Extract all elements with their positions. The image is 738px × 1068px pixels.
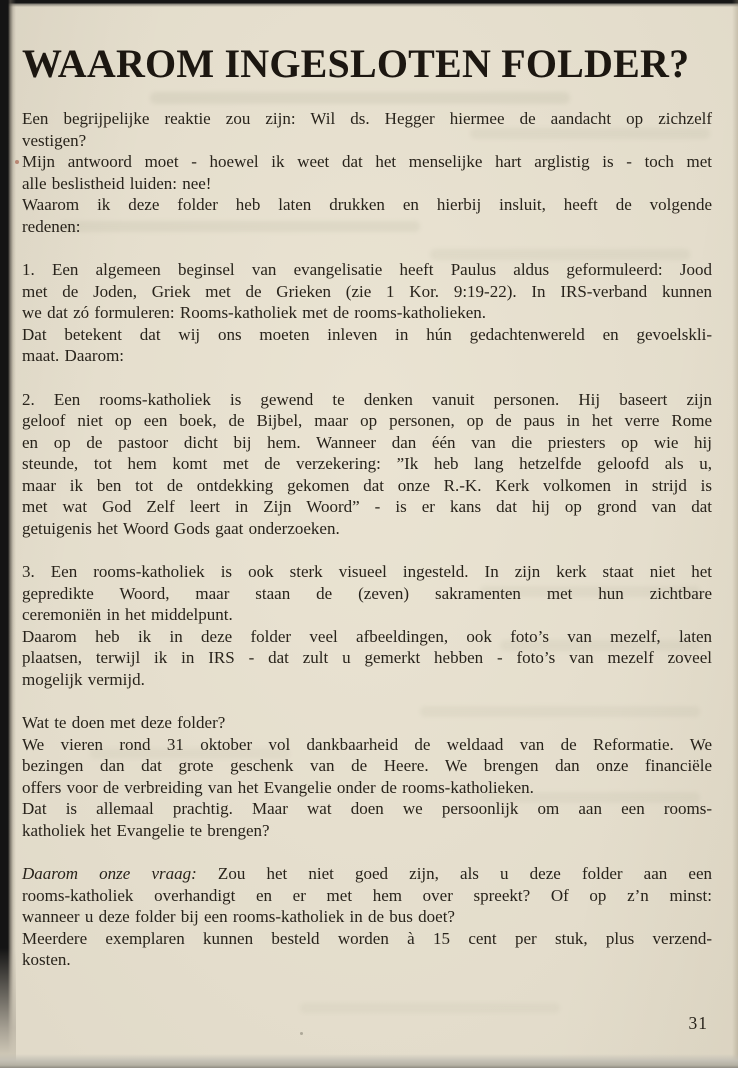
text-line — [22, 561, 712, 583]
text-line — [22, 130, 712, 152]
line-text: maat. Daarom: — [22, 346, 125, 365]
line-text: met de Joden, Griek met de Grieken (zie 1 Kor. 9:19-22). In IRS-verband kunnen — [22, 281, 712, 301]
line-text: 3. Een rooms-katholiek is ook sterk visueel ingesteld. In zijn kerk staat niet het — [22, 562, 712, 581]
line-text: kosten. — [22, 950, 71, 969]
line-text: ceremoniën in het middelpunt. — [22, 605, 233, 624]
text-line — [22, 151, 712, 173]
text-line — [22, 906, 712, 928]
text-line — [22, 734, 712, 756]
text-line — [22, 604, 712, 626]
line-text: plaatsen, terwijl ik in IRS - dat zult u gemerkt hebben - foto’s van mezelf zoveel — [22, 648, 712, 667]
text-line — [22, 281, 712, 303]
paragraph — [22, 108, 712, 237]
line-text: en op de pastoor dicht bij hem. Wanneer dan één van die priesters op wie hij — [22, 432, 712, 452]
text-line — [22, 626, 712, 648]
text-line — [22, 518, 712, 540]
page-title: WAAROM INGESLOTEN FOLDER? — [22, 41, 690, 86]
paragraph — [22, 561, 712, 690]
text-line — [22, 345, 712, 367]
text-line — [22, 389, 712, 411]
text-line — [22, 949, 712, 971]
line-text: Waarom ik deze folder heb laten drukken en hierbij insluit, heeft de volgende — [22, 195, 712, 214]
paragraph — [22, 259, 712, 367]
text-line — [22, 928, 712, 950]
line-text: geloof niet op een boek, de Bijbel, maar op personen, op de paus in het verre Rome — [22, 411, 712, 430]
line-text: met wat God Zelf leert in Zijn Woord” - is er kans dat hij op grond van dat — [22, 497, 712, 516]
line-text: getuigenis het Woord Gods gaat onderzoeken. — [22, 518, 340, 538]
text-line — [22, 885, 712, 907]
text-line — [22, 475, 712, 497]
scan-edge-left — [0, 0, 16, 1068]
text-line — [22, 798, 712, 820]
line-text: rooms-katholiek overhandigt en er met hem over spreekt? Of op z’n minst: — [22, 885, 712, 905]
italic-lead-text: Daarom onze vraag: — [22, 864, 197, 883]
document-body — [22, 108, 712, 971]
text-line — [22, 820, 712, 842]
line-text: Meerdere exemplaren kunnen besteld worden à 15 cent per stuk, plus verzend- — [22, 928, 712, 948]
text-line — [22, 777, 712, 799]
line-text: Mijn antwoord moet - hoewel ik weet dat het menselijke hart arglistig is - toch met — [22, 152, 712, 171]
line-text: wanneer u deze folder bij een rooms-katholiek in de bus doet? — [22, 907, 455, 926]
text-line — [22, 712, 712, 734]
line-text: 1. Een algemeen beginsel van evangelisatie heeft Paulus aldus geformuleerd: Jood — [22, 260, 712, 279]
text-line — [22, 863, 712, 885]
page-content — [14, 6, 738, 1056]
line-text: we dat zó formuleren: Rooms-katholiek met de rooms-katholieken. — [22, 303, 486, 322]
text-line — [22, 108, 712, 130]
line-text: Wat te doen met deze folder? — [22, 713, 226, 732]
line-text: Dat betekent dat wij ons moeten inleven in hún gedachtenwereld en gevoelskli- — [22, 324, 712, 344]
text-line — [22, 453, 712, 475]
scan-edge-bottom — [0, 1054, 738, 1068]
line-text: vestigen? — [22, 130, 87, 150]
scan-edge-right — [732, 0, 738, 1068]
line-text: offers voor de verbreiding van het Evangelie onder de rooms-katholieken. — [22, 777, 534, 797]
text-line — [22, 324, 712, 346]
line-text: alle beslistheid luiden: nee! — [22, 173, 212, 193]
text-line — [22, 432, 712, 454]
paragraph — [22, 863, 712, 971]
line-text: gepredikte Woord, maar staan de (zeven) sakramenten met hun zichtbare — [22, 583, 712, 603]
line-text: redenen: — [22, 216, 81, 236]
text-line — [22, 669, 712, 691]
line-text: mogelijk vermijd. — [22, 669, 145, 689]
text-line — [22, 647, 712, 669]
paragraph — [22, 712, 712, 841]
line-text: Dat is allemaal prachtig. Maar wat doen we persoonlijk om aan een rooms- — [22, 799, 712, 818]
scan-edge-top — [0, 0, 738, 7]
line-text: 2. Een rooms-katholiek is gewend te denken vanuit personen. Hij baseert zijn — [22, 389, 712, 409]
text-line — [22, 583, 712, 605]
text-line — [22, 302, 712, 324]
line-text: Een begrijpelijke reaktie zou zijn: Wil ds. Hegger hiermee de aandacht op zichzelf — [22, 109, 712, 128]
line-text: We vieren rond 31 oktober vol dankbaarheid de weldaad van de Reformatie. We — [22, 734, 712, 754]
line-text: katholiek het Evangelie te brengen? — [22, 820, 270, 840]
text-line — [22, 755, 712, 777]
text-line — [22, 173, 712, 195]
line-text: steunde, tot hem komt met de verzekering: ”Ik heb lang hetzelfde geloofd als u, — [22, 454, 712, 473]
text-line — [22, 259, 712, 281]
line-text: bezingen dan dat grote geschenk van de Heere. We brengen dan onze financiële — [22, 756, 712, 775]
text-line — [22, 194, 712, 216]
text-line — [22, 410, 712, 432]
paragraph — [22, 389, 712, 540]
line-text: Daarom heb ik in deze folder veel afbeeldingen, ook foto’s van mezelf, laten — [22, 626, 712, 646]
line-text: maar ik ben tot de ontdekking gekomen dat onze R.-K. Kerk volkomen in strijd is — [22, 475, 712, 495]
text-line — [22, 496, 712, 518]
text-line — [22, 216, 712, 238]
page-number: 31 — [688, 1013, 708, 1033]
line-text: Zou het niet goed zijn, als u deze folder aan een — [196, 864, 712, 883]
